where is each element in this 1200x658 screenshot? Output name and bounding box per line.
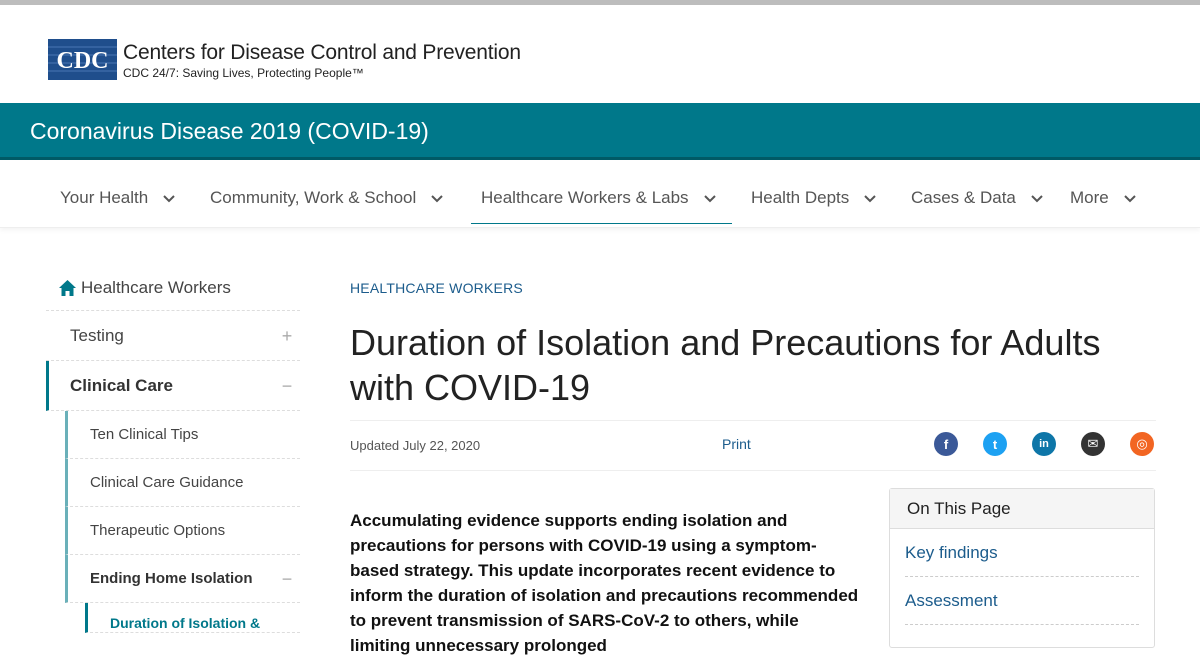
main-nav	[0, 160, 1200, 228]
nav-label: Your Health	[60, 188, 149, 207]
banner-title[interactable]: Coronavirus Disease 2019 (COVID-19)	[30, 118, 429, 144]
on-this-page-title: On This Page	[890, 489, 1154, 529]
sidebar-item-label: Clinical Care Guidance	[90, 474, 244, 491]
sidebar-item-label: Testing	[70, 325, 124, 345]
nav-item-your-health[interactable]	[60, 188, 176, 208]
linkedin-icon[interactable]: in	[1032, 432, 1056, 456]
chevron-down-icon	[430, 191, 444, 205]
page-meta-row	[350, 420, 1156, 471]
sidebar-item-duration-of-isolation[interactable]	[85, 603, 300, 633]
sidebar-item-ten-clinical-tips[interactable]	[65, 411, 300, 459]
otp-link-assessment[interactable]: Assessment	[905, 577, 1139, 625]
sidebar-home-label: Healthcare Workers	[81, 277, 231, 297]
sidebar-item-label: Clinical Care	[70, 375, 173, 395]
sidebar-item-label: Ending Home Isolation	[90, 570, 253, 587]
active-nav-indicator	[471, 223, 732, 224]
sidebar-item-label: Duration of Isolation &	[110, 615, 261, 631]
sidebar-item-clinical-care[interactable]	[46, 361, 300, 411]
updated-date: Updated July 22, 2020	[350, 438, 481, 453]
nav-item-more[interactable]	[1070, 188, 1137, 208]
sidebar-item-label: Therapeutic Options	[90, 522, 226, 539]
nav-label: Health Depts	[751, 188, 850, 207]
chevron-down-icon	[162, 191, 176, 205]
org-block	[123, 42, 521, 80]
section-eyebrow: HEALTHCARE WORKERS	[350, 280, 523, 296]
home-icon	[58, 279, 77, 297]
email-icon[interactable]: ✉	[1081, 432, 1105, 456]
otp-link-key-findings[interactable]: Key findings	[905, 529, 1139, 577]
org-tagline: CDC 24/7: Saving Lives, Protecting People™	[123, 66, 364, 80]
sidebar-item-label: Ten Clinical Tips	[90, 426, 199, 443]
print-link[interactable]: Print	[722, 436, 751, 452]
collapse-icon[interactable]: −	[281, 375, 293, 396]
sidebar-item-clinical-care-guidance[interactable]	[65, 459, 300, 507]
logo-text: CDC	[56, 48, 109, 74]
cdc-logo[interactable]	[48, 39, 117, 80]
chevron-down-icon	[863, 191, 877, 205]
chevron-down-icon	[1123, 191, 1137, 205]
nav-item-cases-data[interactable]	[911, 188, 1044, 208]
org-name[interactable]: Centers for Disease Control and Prevention	[123, 41, 521, 64]
nav-item-community-work-school[interactable]	[210, 188, 444, 208]
nav-label: Cases & Data	[911, 188, 1016, 207]
sidebar-item-ending-home-isolation[interactable]	[65, 555, 300, 603]
section-sidebar	[46, 265, 300, 633]
expand-icon[interactable]: +	[281, 325, 293, 346]
chevron-down-icon	[703, 191, 717, 205]
nav-item-healthcare-workers-labs[interactable]	[481, 188, 717, 208]
main-content	[350, 280, 1156, 471]
nav-label: More	[1070, 188, 1109, 207]
site-header	[0, 5, 1200, 103]
topic-banner	[0, 103, 1200, 160]
twitter-icon[interactable]: t	[983, 432, 1007, 456]
page-title: Duration of Isolation and Precautions for Adults with COVID-19	[350, 322, 1101, 408]
sidebar-item-testing[interactable]	[46, 311, 300, 361]
sidebar-item-therapeutic-options[interactable]	[65, 507, 300, 555]
social-share	[909, 432, 1154, 456]
syndicate-icon[interactable]: ◎	[1130, 432, 1154, 456]
intro-paragraph: Accumulating evidence supports ending isolation and precautions for persons with COVID-19 using a symptom-based strategy. This update incorporates recent evidence to inform the duration of isolation and precautions recommended to prevent transmission of SARS-CoV-2 to others, while limiting unnecessary prolonged	[350, 511, 859, 655]
on-this-page-box	[889, 488, 1155, 648]
nav-item-health-depts[interactable]	[751, 188, 877, 208]
facebook-icon[interactable]: f	[934, 432, 958, 456]
chevron-down-icon	[1030, 191, 1044, 205]
nav-label: Community, Work & School	[210, 188, 417, 207]
nav-label: Healthcare Workers & Labs	[481, 188, 689, 207]
sidebar-home-link[interactable]	[46, 265, 300, 311]
collapse-icon[interactable]: −	[281, 568, 293, 589]
